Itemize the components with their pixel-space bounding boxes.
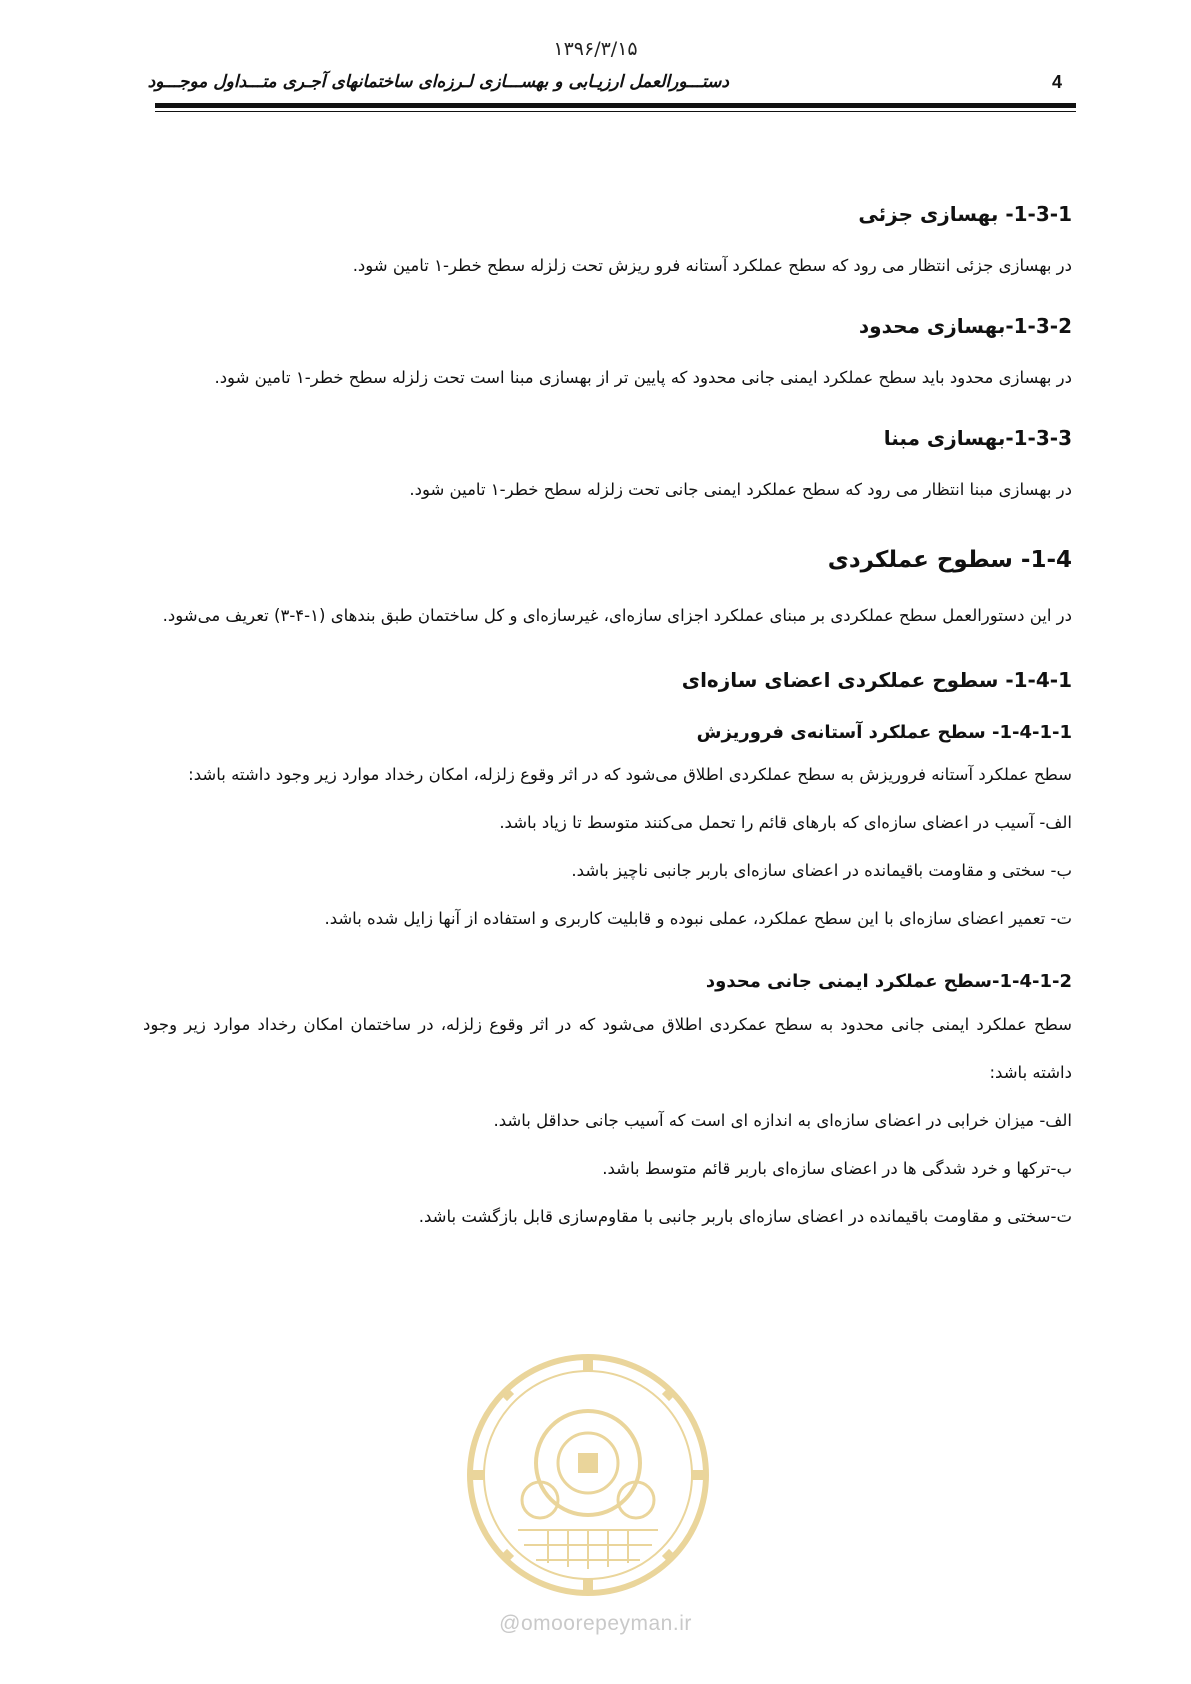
section-heading-1-3-3: 1-3-3-بهسازی مبنا <box>883 426 1072 450</box>
section-text-1-3-3: در بهسازی مبنا انتظار می رود که سطح عملکرد ایمنی جانی تحت زلزله سطح خطر-۱ تامین شود. <box>409 480 1072 499</box>
list-item: الف- آسیب در اعضای سازه‌ای که بارهای قائم را تحمل می‌کنند متوسط تا زیاد باشد. <box>499 813 1072 833</box>
section-heading-1-3-1: 1-3-1- بهسازی جزئی <box>858 202 1072 226</box>
list-item: ت-سختی و مقاومت باقیمانده در اعضای سازه‌ای باربر جانبی با مقاوم‌سازی قابل بازگشت باشد. <box>418 1206 1072 1226</box>
list-item: ت- تعمیر اعضای سازه‌ای با این سطح عملکرد، عملی نبوده و قابلیت کاربری و استفاده از آنها زایل شده باشد. <box>324 909 1072 929</box>
watermark-url: @omoorepeyman.ir <box>499 1612 692 1635</box>
running-header-title: دستـــورالعمل ارزیـابی و بهســـازی لـرزه‌ای ساختمانهای آجـری متـــداول موجـــود <box>147 72 729 92</box>
list-item: ب-ترکها و خرد شدگی ها در اعضای سازه‌ای باربر قائم متوسط باشد. <box>602 1158 1072 1178</box>
section-heading-1-3-2: 1-3-2-بهسازی محدود <box>858 314 1072 338</box>
list-item: ب- سختی و مقاومت باقیمانده در اعضای سازه‌ای باربر جانبی ناچیز باشد. <box>571 861 1072 881</box>
list-item: الف- میزان خرابی در اعضای سازه‌ای به اندازه ای است که آسیب جانی حداقل باشد. <box>493 1110 1072 1130</box>
document-date: ۱۳۹۶/۳/۱۵ <box>553 38 638 60</box>
section-heading-1-4-1-2: 1-4-1-2-سطح عملکرد ایمنی جانی محدود <box>705 971 1072 993</box>
header-rule-thick <box>155 103 1076 108</box>
header-rule-thin <box>155 111 1076 112</box>
section-text-1-4-1-1: سطح عملکرد آستانه فروریزش به سطح عملکردی اطلاق می‌شود که در اثر وقوع زلزله، امکان رخداد موارد زیر وجود داشته باشد: <box>188 765 1072 785</box>
section-text-1-4-1-2: سطح عملکرد ایمنی جانی محدود به سطح عمکردی اطلاق می‌شود که در اثر وقوع زلزله، در ساختمان امکان رخداد موارد زیر وجود داشته باشد: <box>143 1014 1072 1082</box>
section-heading-1-4: 1-4- سطوح عملکردی <box>827 547 1072 573</box>
section-text-1-3-2: در بهسازی محدود باید سطح عملکرد ایمنی جانی محدود که پایین تر از بهسازی مبنا است تحت زلزله سطح خطر-۱ تامین شود. <box>214 368 1072 387</box>
page-body <box>143 200 1072 1241</box>
watermark-seal-icon <box>458 1345 718 1605</box>
page-number: 4 <box>1052 72 1063 92</box>
section-text-1-4: در این دستورالعمل سطح عملکردی بر مبنای عملکرد اجزای سازه‌ای، غیرسازه‌ای و کل ساختمان طبق بندهای (۱-۴-۳) تعریف می‌شود. <box>162 606 1072 626</box>
section-heading-1-4-1-1: 1-4-1-1- سطح عملکرد آستانه‌ی فروریزش <box>696 722 1072 744</box>
section-text-1-3-1: در بهسازی جزئی انتظار می رود که سطح عملکرد آستانه فرو ریزش تحت زلزله سطح خطر-۱ تامین شود. <box>352 256 1072 275</box>
section-heading-1-4-1: 1-4-1- سطوح عملکردی اعضای سازه‌ای <box>681 668 1072 693</box>
